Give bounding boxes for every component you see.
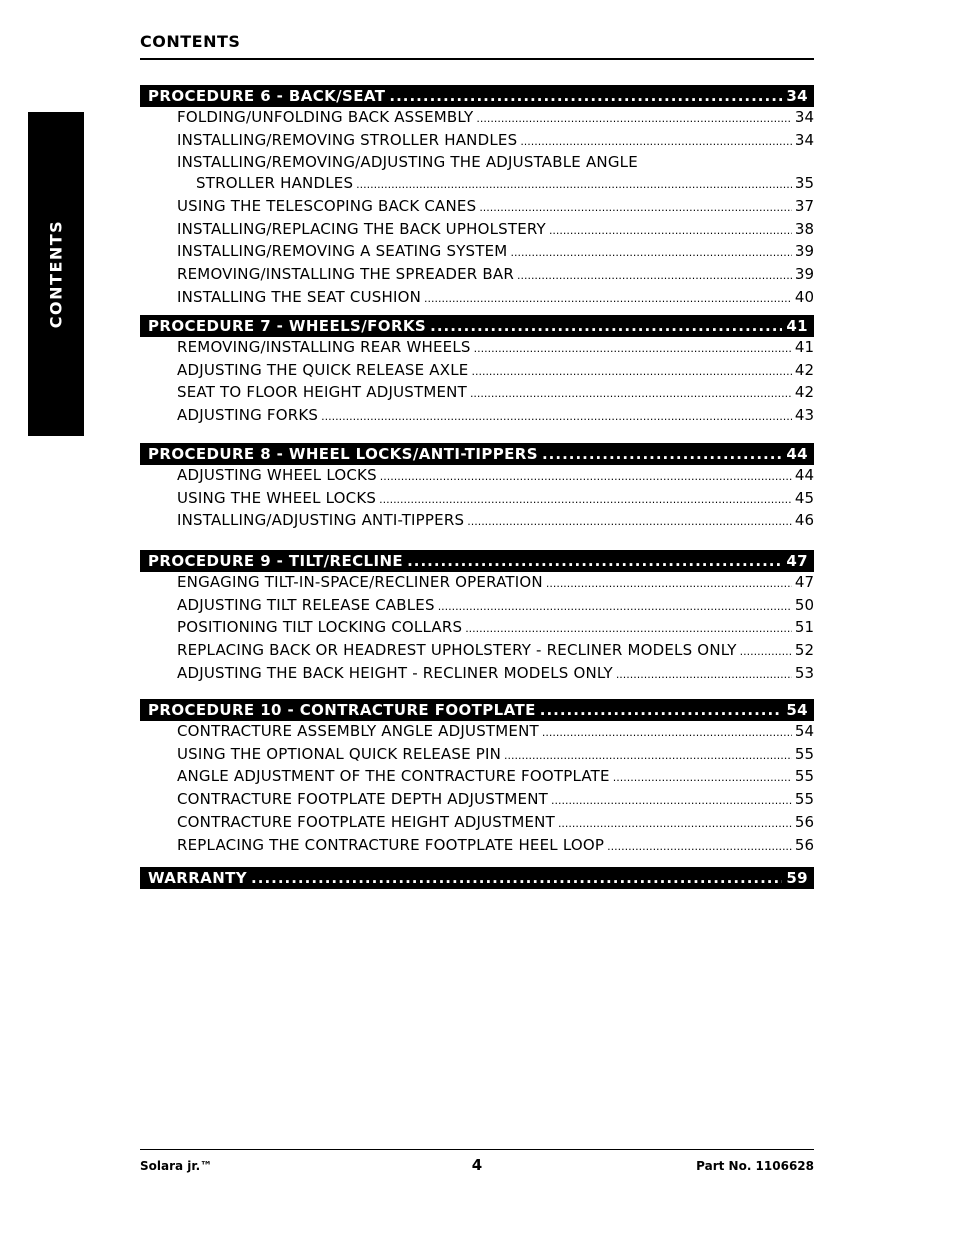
leader-dots — [380, 467, 792, 488]
entry-page: 42 — [794, 383, 814, 402]
leader-dots — [616, 665, 792, 686]
leader-dots — [379, 490, 792, 511]
entry-page: 39 — [794, 242, 814, 261]
entry-page: 54 — [794, 722, 814, 740]
procedure-page: 47 — [786, 552, 808, 570]
entry-page: 55 — [794, 790, 814, 809]
procedure-title: PROCEDURE 7 - WHEELS/FORKS — [148, 317, 427, 335]
leader-dots — [467, 512, 792, 533]
leader-dots — [356, 175, 792, 196]
toc-entry[interactable] — [140, 152, 814, 173]
entry-page: 42 — [794, 360, 814, 379]
entry-page: 47 — [794, 573, 814, 591]
entry-page: 41 — [794, 338, 814, 356]
leader-dots — [542, 445, 782, 463]
leader-dots — [613, 768, 792, 789]
side-tab-label: CONTENTS — [46, 219, 66, 329]
footer-part-number: Part No. 1106628 — [696, 1159, 814, 1173]
procedure-page: 59 — [786, 869, 808, 887]
procedure-heading[interactable] — [140, 85, 814, 107]
entry-page: 50 — [794, 595, 814, 614]
entry-page: 40 — [794, 287, 814, 306]
entry-title: INSTALLING/REPLACING THE BACK UPHOLSTERY — [177, 219, 546, 238]
entry-title: USING THE WHEEL LOCKS — [177, 488, 377, 507]
leader-dots — [465, 619, 792, 640]
leader-dots — [470, 384, 792, 405]
leader-dots — [471, 362, 791, 383]
entry-page: 52 — [794, 641, 814, 660]
entry-page: 51 — [794, 618, 814, 637]
section-procedure-9 — [140, 550, 814, 686]
leader-dots — [517, 266, 792, 287]
toc-entry[interactable] — [140, 510, 814, 533]
toc-entry[interactable] — [140, 405, 814, 428]
toc-entry[interactable] — [140, 337, 814, 360]
entry-title: CONTRACTURE FOOTPLATE HEIGHT ADJUSTMENT — [177, 812, 555, 831]
footer-product-name: Solara jr.™ — [140, 1159, 213, 1173]
leader-dots — [504, 746, 792, 767]
leader-dots — [558, 814, 792, 835]
leader-dots — [740, 642, 792, 663]
leader-dots — [389, 87, 782, 105]
procedure-title: WARRANTY — [148, 869, 248, 887]
entry-title: FOLDING/UNFOLDING BACK ASSEMBLY — [177, 108, 474, 126]
entry-title: ADJUSTING TILT RELEASE CABLES — [177, 595, 435, 614]
toc-entry[interactable] — [140, 196, 814, 219]
procedure-heading[interactable] — [140, 699, 814, 721]
section-procedure-8 — [140, 443, 814, 533]
entry-title: ANGLE ADJUSTMENT OF THE CONTRACTURE FOOTPLATE — [177, 767, 610, 786]
entry-page: 56 — [794, 835, 814, 854]
side-tab — [28, 112, 84, 436]
entry-title: ADJUSTING THE BACK HEIGHT - RECLINER MODELS ONLY — [177, 663, 613, 682]
entry-page: 34 — [794, 130, 814, 149]
procedure-heading[interactable] — [140, 550, 814, 572]
entry-page: 55 — [794, 767, 814, 786]
entry-page: 37 — [794, 196, 814, 215]
section-procedure-6 — [140, 85, 814, 309]
entry-page: 46 — [794, 511, 814, 530]
entry-title: INSTALLING/REMOVING/ADJUSTING THE ADJUSTABLE ANGLE — [177, 153, 638, 172]
toc-entry[interactable] — [140, 789, 814, 812]
toc-entry[interactable] — [140, 241, 814, 264]
toc-entry[interactable] — [140, 744, 814, 767]
toc-entry[interactable] — [140, 595, 814, 618]
toc-entry[interactable] — [140, 663, 814, 686]
procedure-title: PROCEDURE 6 - BACK/SEAT — [148, 87, 386, 105]
entry-title: REPLACING BACK OR HEADREST UPHOLSTERY - RECLINER MODELS ONLY — [177, 641, 737, 660]
procedure-title: PROCEDURE 10 - CONTRACTURE FOOTPLATE — [148, 701, 536, 719]
entry-title: ADJUSTING WHEEL LOCKS — [177, 466, 377, 484]
entry-title: INSTALLING/ADJUSTING ANTI-TIPPERS — [177, 511, 465, 530]
leader-dots — [549, 221, 792, 242]
entry-page: 34 — [794, 108, 814, 126]
entry-title: REMOVING/INSTALLING REAR WHEELS — [177, 338, 471, 356]
entry-title: INSTALLING THE SEAT CUSHION — [177, 287, 421, 306]
entry-title: SEAT TO FLOOR HEIGHT ADJUSTMENT — [177, 383, 467, 402]
entry-title: ENGAGING TILT-IN-SPACE/RECLINER OPERATION — [177, 573, 543, 591]
leader-dots — [321, 407, 792, 428]
toc-entry[interactable] — [140, 835, 814, 858]
procedure-page: 44 — [786, 445, 808, 463]
procedure-page: 41 — [786, 317, 808, 335]
toc-entry[interactable] — [140, 287, 814, 310]
leader-dots — [438, 597, 792, 618]
toc-entry[interactable] — [140, 360, 814, 383]
page-footer — [140, 1149, 814, 1174]
entry-page: 35 — [794, 174, 814, 193]
toc-entry[interactable] — [140, 617, 814, 640]
procedure-page: 54 — [786, 701, 808, 719]
entry-title: CONTRACTURE ASSEMBLY ANGLE ADJUSTMENT — [177, 722, 539, 740]
entry-title: ADJUSTING FORKS — [177, 406, 319, 425]
entry-title: USING THE OPTIONAL QUICK RELEASE PIN — [177, 744, 502, 763]
leader-dots — [546, 574, 792, 595]
toc-entry[interactable] — [140, 382, 814, 405]
procedure-title: PROCEDURE 9 - TILT/RECLINE — [148, 552, 404, 570]
procedure-heading[interactable] — [140, 443, 814, 465]
toc-entry[interactable] — [140, 465, 814, 488]
entry-title: REMOVING/INSTALLING THE SPREADER BAR — [177, 264, 514, 283]
entry-page: 53 — [794, 663, 814, 682]
entry-title: USING THE TELESCOPING BACK CANES — [177, 196, 477, 215]
page-header — [140, 32, 814, 60]
entry-page: 44 — [794, 466, 814, 484]
leader-dots — [476, 109, 792, 130]
entry-title: ADJUSTING THE QUICK RELEASE AXLE — [177, 360, 469, 379]
leader-dots — [479, 198, 792, 219]
toc-entry[interactable] — [140, 264, 814, 287]
entry-page: 39 — [794, 264, 814, 283]
toc-entry[interactable] — [140, 107, 814, 130]
toc-entry[interactable] — [140, 721, 814, 744]
toc-entry[interactable] — [140, 488, 814, 511]
leader-dots — [510, 243, 791, 264]
entry-page: 38 — [794, 219, 814, 238]
toc-entry[interactable] — [140, 130, 814, 153]
entry-title: STROLLER HANDLES — [196, 174, 354, 193]
section-procedure-7 — [140, 315, 814, 428]
procedure-page: 34 — [786, 87, 808, 105]
procedure-heading[interactable] — [140, 867, 814, 889]
entry-page: 56 — [794, 812, 814, 831]
leader-dots — [407, 552, 782, 570]
procedure-heading[interactable] — [140, 315, 814, 337]
footer-page-number: 4 — [471, 1156, 483, 1174]
leader-dots — [540, 701, 783, 719]
entry-title: REPLACING THE CONTRACTURE FOOTPLATE HEEL LOOP — [177, 835, 605, 854]
leader-dots — [607, 837, 792, 858]
leader-dots — [551, 791, 792, 812]
entry-title: CONTRACTURE FOOTPLATE DEPTH ADJUSTMENT — [177, 790, 548, 809]
leader-dots — [251, 869, 782, 887]
page-title: CONTENTS — [140, 32, 241, 51]
leader-dots — [474, 339, 792, 360]
procedure-title: PROCEDURE 8 - WHEEL LOCKS/ANTI-TIPPERS — [148, 445, 538, 463]
toc-entry[interactable] — [140, 572, 814, 595]
toc-entry[interactable] — [140, 219, 814, 242]
entry-title: POSITIONING TILT LOCKING COLLARS — [177, 618, 463, 637]
section-procedure-10 — [140, 699, 814, 857]
toc-entry[interactable] — [140, 812, 814, 835]
leader-dots — [520, 132, 792, 153]
leader-dots — [542, 723, 792, 744]
toc-entry[interactable] — [140, 766, 814, 789]
entry-page: 43 — [794, 406, 814, 425]
section-warranty — [140, 867, 814, 889]
entry-title: INSTALLING/REMOVING STROLLER HANDLES — [177, 130, 518, 149]
entry-page: 55 — [794, 744, 814, 763]
leader-dots — [424, 289, 792, 310]
entry-title: INSTALLING/REMOVING A SEATING SYSTEM — [177, 242, 508, 261]
toc-entry[interactable] — [140, 640, 814, 663]
entry-page: 45 — [794, 488, 814, 507]
leader-dots — [430, 317, 782, 335]
toc-entry[interactable] — [140, 173, 814, 196]
